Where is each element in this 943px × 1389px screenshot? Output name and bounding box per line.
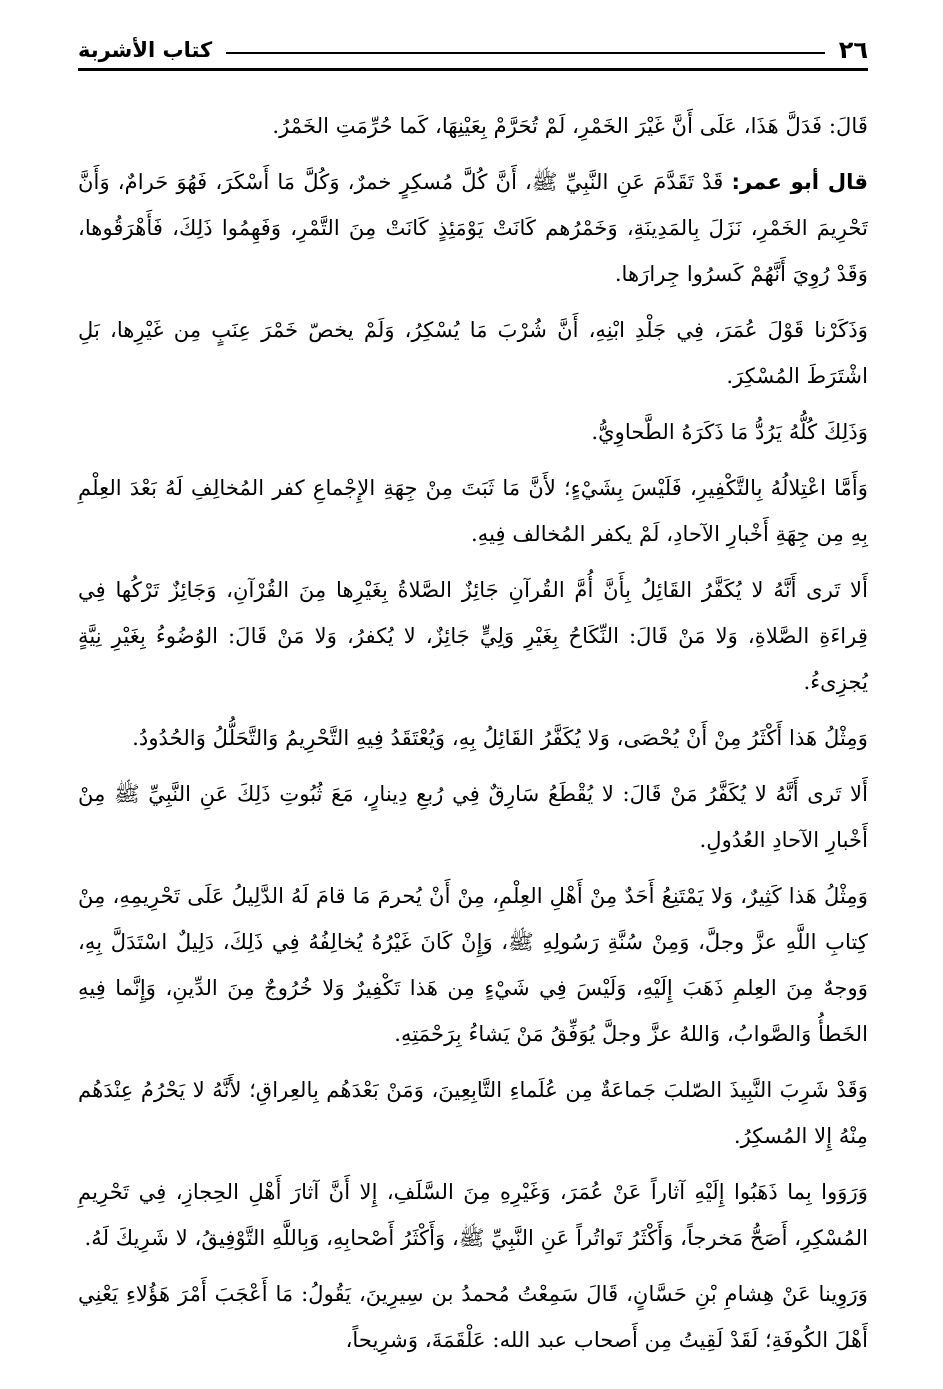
paragraph xyxy=(78,771,868,863)
speaker-label: قال أبو عمر: xyxy=(731,169,868,194)
header-divider xyxy=(78,68,868,71)
paragraph-text: وَمِثْلُ هَذا أَكْثَرُ مِنْ أَنْ يُحْصَى، وَلا يُكَفَّرُ القَائِلُ بِهِ، وَيُعْتَقَدُ فِيهِ التَّحْرِيمُ وَالتَّحَلُّلُ وَالحُدُودُ. xyxy=(132,725,868,750)
paragraph xyxy=(78,715,868,761)
paragraph-text: وَذَكَرْنا قَوْلَ عُمَرَ، فِي جَلْدِ ابْنِهِ، أَنَّ شُرْبَ مَا يُسْكِرُ، وَلَمْ يخصّ خَمْرَ عِنَبٍ مِن غَيْرِها، بَلِ اشْتَرَطَ المُسْكِرَ. xyxy=(78,317,868,388)
paragraph-text: أَلا تَرى أَنَّهُ لا يُكَفَّرُ مَنْ قَالَ: لا يُقْطَعُ سَارِقٌ فِي رُبعِ دِينارٍ، مَعَ ثُبُوتِ ذَلِكَ عَنِ النَّبِيِّ ﷺ مِنْ أَخْبارِ الآحادِ العُدُولِ. xyxy=(78,781,868,852)
paragraph xyxy=(78,873,868,1057)
paragraph xyxy=(78,103,868,149)
book-title: كتاب الأشربة xyxy=(78,38,213,62)
paragraph xyxy=(78,1067,868,1159)
paragraph-text: وَذَلِكَ كُلُّهُ يَرُدُّ مَا ذَكَرَهُ الطَّحاوِيُّ. xyxy=(591,419,868,444)
paragraph xyxy=(78,307,868,399)
header-rule xyxy=(226,52,824,54)
paragraph xyxy=(78,409,868,455)
paragraph-text: وَمِثْلُ هَذا كَثِيرٌ، وَلا يَمْتَنِعُ أَحَدٌ مِنْ أَهْلِ العِلْمِ، مِنْ أَنْ يُحرمَ مَا قامَ لَهُ الدَّلِيلُ عَلَى تَحْرِيمِهِ، مِنْ كِتابِ اللَّهِ عزَّ وجلَّ، وَمِنْ سُنَّةِ رَسُولِهِ ﷺ، وَإِنْ كَانَ غَيْرُهُ يُخالِفُهُ فِي ذَلِكَ، دَلِيلٌ اسْتَدَلَّ بِهِ، وَوجهٌ مِنَ العِلمِ ذَهَبَ إِلَيْهِ، وَلَيْسَ فِي شَيْءٍ مِن هَذا تَكْفِيرٌ وَلا خُرُوجٌ مِنَ الدِّينِ، وَإِنَّما فِيهِ الخَطأُ وَالصَّوابُ، وَاللهُ عزَّ وجلَّ يُوَفِّقُ مَنْ يَشاءُ بِرَحْمَتِهِ. xyxy=(78,883,868,1046)
page-body xyxy=(78,103,868,1363)
paragraph-text: أَلا تَرى أَنَّهُ لا يُكَفَّرُ القَائِلُ بِأَنَّ أُمَّ القُرآنِ جَائِزٌ الصَّلاةُ بِغَيْرِها مِنَ القُرْآنِ، وَجَائِزٌ تَرْكُها فِي قِراءَةِ الصَّلاةِ، وَلا مَنْ قَالَ: النِّكَاحُ بِغَيْرِ وَلِيٍّ جَائِزٌ، لا يُكفرُ، وَلا مَنْ قَالَ: الوُضُوءُ بِغَيْرِ نِيَّةٍ يُجزِىءُ. xyxy=(78,577,868,694)
paragraph-text: وَقَدْ شَرِبَ النَّبِيذَ الصّلبَ جَماعَةٌ مِن عُلَماءِ التَّابِعِينَ، وَمَنْ بَعْدَهُم بِالعِراقِ؛ لأَنَّهُ لا يَحْرُمُ عِنْدَهُم مِنْهُ إِلا المُسكِرُ. xyxy=(78,1077,868,1148)
paragraph xyxy=(78,1169,868,1261)
paragraph-text: وَأَمَّا اعْتِلالُهُ بِالتَّكْفِيرِ، فَلَيْسَ بِشَيْءٍ؛ لأَنَّ مَا ثَبَتَ مِنْ جِهَةِ الإِجْماعِ كفر المُخالِفِ لَهُ بَعْدَ العِلْمِ بِهِ مِن جِهَةِ أَخْبارِ الآحادِ، لَمْ يكفر المُخالف فِيهِ. xyxy=(78,475,868,546)
page-number: ٢٦ xyxy=(838,36,868,64)
paragraph xyxy=(78,1271,868,1363)
paragraph-text: قَالَ: فَدَلَّ هَذَا، عَلَى أَنَّ غَيْرَ الخَمْرِ، لَمْ تُحَرَّمْ بِعَيْنِهَا، كَما حُرِّمَتِ الخَمْرُ. xyxy=(272,113,868,138)
paragraph-text: قَدْ تَقَدَّمَ عَنِ النَّبِيِّ ﷺ، أَنَّ كُلَّ مُسكِرٍ خمرٌ، وَكُلَّ مَا أَسْكَرَ، فَهُوَ حَرامٌ، وَأَنَّ تَحْرِيمَ الخَمْرِ، نَزَلَ بِالمَدِينَةِ، وَخَمْرُهم كَانَتْ يَوْمَئِذٍ كَانَتْ مِنَ التَّمْرِ، وَفَهِمُوا ذَلِكَ، فَأَهْرَقُوها، وَقَدْ رُوِيَ أَنَّهُمْ كَسرُوا جِرارَها. xyxy=(78,169,868,286)
paragraph xyxy=(78,567,868,705)
paragraph-text: وَرَوَوا بِما ذَهَبُوا إِلَيْهِ آثاراً عَنْ عُمَرَ، وَغَيْرِهِ مِنَ السَّلَفِ، إِلا أَنَّ آثارَ أَهْلِ الحِجازِ، فِي تَحْرِيمِ المُسْكِرِ، أَصَحُّ مَخرجاً، وَأَكْثَرُ تَواتُراً عَنِ النَّبِيِّ ﷺ، وَأَكْثَرُ أَصْحابِهِ، وَبِاللَّهِ التَّوْفِيقُ، لا شَرِيكَ لَهُ. xyxy=(78,1179,868,1250)
paragraph xyxy=(78,159,868,297)
paragraph xyxy=(78,465,868,557)
book-page xyxy=(78,28,868,1368)
running-header xyxy=(78,28,868,66)
paragraph-text: وَرَوِينا عَنْ هِشامِ بْنِ حَسَّانٍ، قَالَ سَمِعْتُ مُحمدُ بن سِيرِينَ، يَقُولُ: مَا أَعْجَبَ أَمْرَ هَؤُلاءِ يَعْنِي أَهْلَ الكُوفَةِ؛ لَقَدْ لَقِيتُ مِن أَصحاب عبد الله: عَلْقَمَةَ، وَشرِيحاً، xyxy=(78,1281,868,1352)
